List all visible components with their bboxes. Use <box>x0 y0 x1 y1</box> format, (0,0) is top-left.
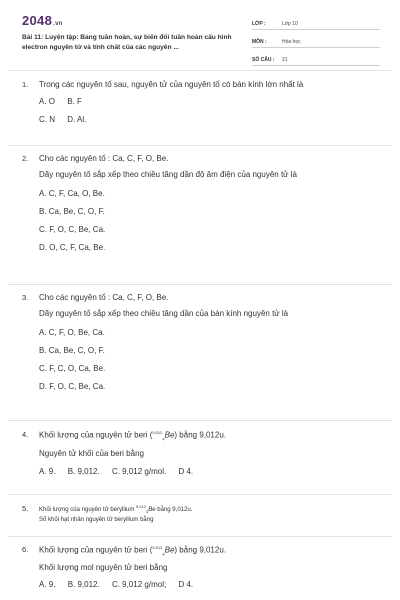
options <box>39 578 382 596</box>
options <box>39 187 382 259</box>
question-3 <box>22 293 382 398</box>
question-text: Cho các nguyên tố : Ca, C, F, O, Be. <box>39 154 169 163</box>
question-text: Cho các nguyên tố : Ca, C, F, O, Be. <box>39 293 169 302</box>
option-d[interactable]: D 4. <box>178 467 194 477</box>
isotope-mass: 9,012 <box>152 545 163 550</box>
option-row <box>39 465 382 483</box>
question-subtext: Dãy nguyên tố sắp xếp theo chiều tăng dần độ âm điện của nguyên tử là <box>39 170 297 179</box>
divider <box>8 494 392 495</box>
question-text: Khối lượng của nguyên tử beryllium $^{9,012}_4$Be bằng 9,012u. <box>39 504 193 515</box>
question-number: 2. <box>22 154 29 163</box>
option-row <box>39 95 382 113</box>
question-number: 6. <box>22 545 29 554</box>
question-5 <box>22 504 382 523</box>
divider <box>8 420 392 421</box>
meta-value: Hóa học <box>282 39 301 45</box>
isotope-number: 4 <box>146 509 149 515</box>
isotope-mass: 9,012 <box>136 504 147 509</box>
question-number: 3. <box>22 293 29 302</box>
options <box>39 326 382 398</box>
isotope-symbol: Be <box>164 430 175 440</box>
question-subtext: Số khối hạt nhân nguyên tử beryllium bằng <box>39 517 154 524</box>
option-a[interactable]: A. 9. <box>39 467 56 477</box>
options <box>39 465 382 483</box>
option-a[interactable]: A. C, F, O, Be, Ca. <box>39 328 105 337</box>
isotope-symbol: Be <box>148 507 156 513</box>
question-subtext: Dãy nguyên tố sắp xếp theo chiều tăng dần của bán kính nguyên tử là <box>39 309 289 318</box>
option-c[interactable]: C. 9,012 g/mol. <box>111 467 167 477</box>
option-d[interactable]: D. O, C, F, Ca, Be. <box>39 243 106 252</box>
question-4 <box>22 430 382 483</box>
question-number: 5. <box>22 504 29 513</box>
isotope-number: 4 <box>162 551 165 557</box>
option-a[interactable]: A. 9. <box>39 580 56 590</box>
options <box>39 95 382 131</box>
isotope-symbol: Be <box>164 545 175 555</box>
divider <box>8 536 392 537</box>
meta-label: SỐ CÂU : <box>252 57 275 63</box>
option-b[interactable]: B. 9,012. <box>67 467 100 477</box>
divider <box>8 70 392 71</box>
document-header <box>0 0 400 70</box>
option-b[interactable]: B. Ca, Be, C, O, F. <box>39 346 105 355</box>
document-title: Bài 11: Luyện tập: Bảng tuần hoàn, sự biến đổi tuần hoàn cấu hình electron nguyên tử và tính chất của các nguyên ... <box>22 34 232 51</box>
option-c[interactable]: C. 9,012 g/mol; <box>111 580 167 590</box>
isotope-number: 4 <box>162 436 165 442</box>
isotope-mass: 9,012 <box>152 430 163 435</box>
option-d[interactable]: D 4. <box>178 580 194 590</box>
option-b[interactable]: B. F <box>67 97 82 106</box>
question-1 <box>22 80 382 131</box>
option-a[interactable]: A. O <box>39 97 56 106</box>
meta-value: Lớp 10 <box>282 21 298 27</box>
divider <box>8 145 392 146</box>
divider <box>8 284 392 285</box>
question-subtext: Nguyên tử khối của beri bằng <box>39 449 144 459</box>
question-number: 1. <box>22 80 29 89</box>
option-c[interactable]: C. F, O, C, Be, Ca. <box>39 225 106 234</box>
site-logo[interactable]: 2048.vn <box>22 13 63 28</box>
meta-label: MÔN : <box>252 39 267 45</box>
meta-row-class <box>252 14 380 30</box>
question-text: Khối lượng của nguyên tử beri ($^{9,012}_4$Be) bằng 9,012u. <box>39 545 227 557</box>
meta-row-subject <box>252 32 380 48</box>
question-2 <box>22 154 382 259</box>
question-text: Khối lượng của nguyên tử beri ($^{9,012}_4$Be) bằng 9,012u. <box>39 430 227 442</box>
option-row <box>39 113 382 131</box>
document-meta <box>252 14 380 68</box>
option-row <box>39 578 382 596</box>
option-a[interactable]: A. C, F, Ca, O, Be. <box>39 189 105 198</box>
question-text: Trong các nguyên tố sau, nguyên tử của nguyên tố có bán kính lớn nhất là <box>39 80 304 89</box>
question-subtext: Khối lượng mol nguyên tử beri bằng <box>39 563 168 573</box>
option-c[interactable]: C. F, C, O, Ca, Be. <box>39 364 106 373</box>
option-b[interactable]: B. 9,012. <box>67 580 100 590</box>
option-d[interactable]: D. F, O, C, Be, Ca. <box>39 382 106 391</box>
option-b[interactable]: B. Ca, Be, C, O, F. <box>39 207 105 216</box>
meta-row-count <box>252 50 380 66</box>
question-6 <box>22 545 382 596</box>
option-c[interactable]: C. N <box>39 115 55 124</box>
meta-label: LỚP : <box>252 21 266 27</box>
option-d[interactable]: D. Al. <box>67 115 87 124</box>
meta-value: 21 <box>282 57 288 63</box>
question-number: 4. <box>22 430 29 439</box>
